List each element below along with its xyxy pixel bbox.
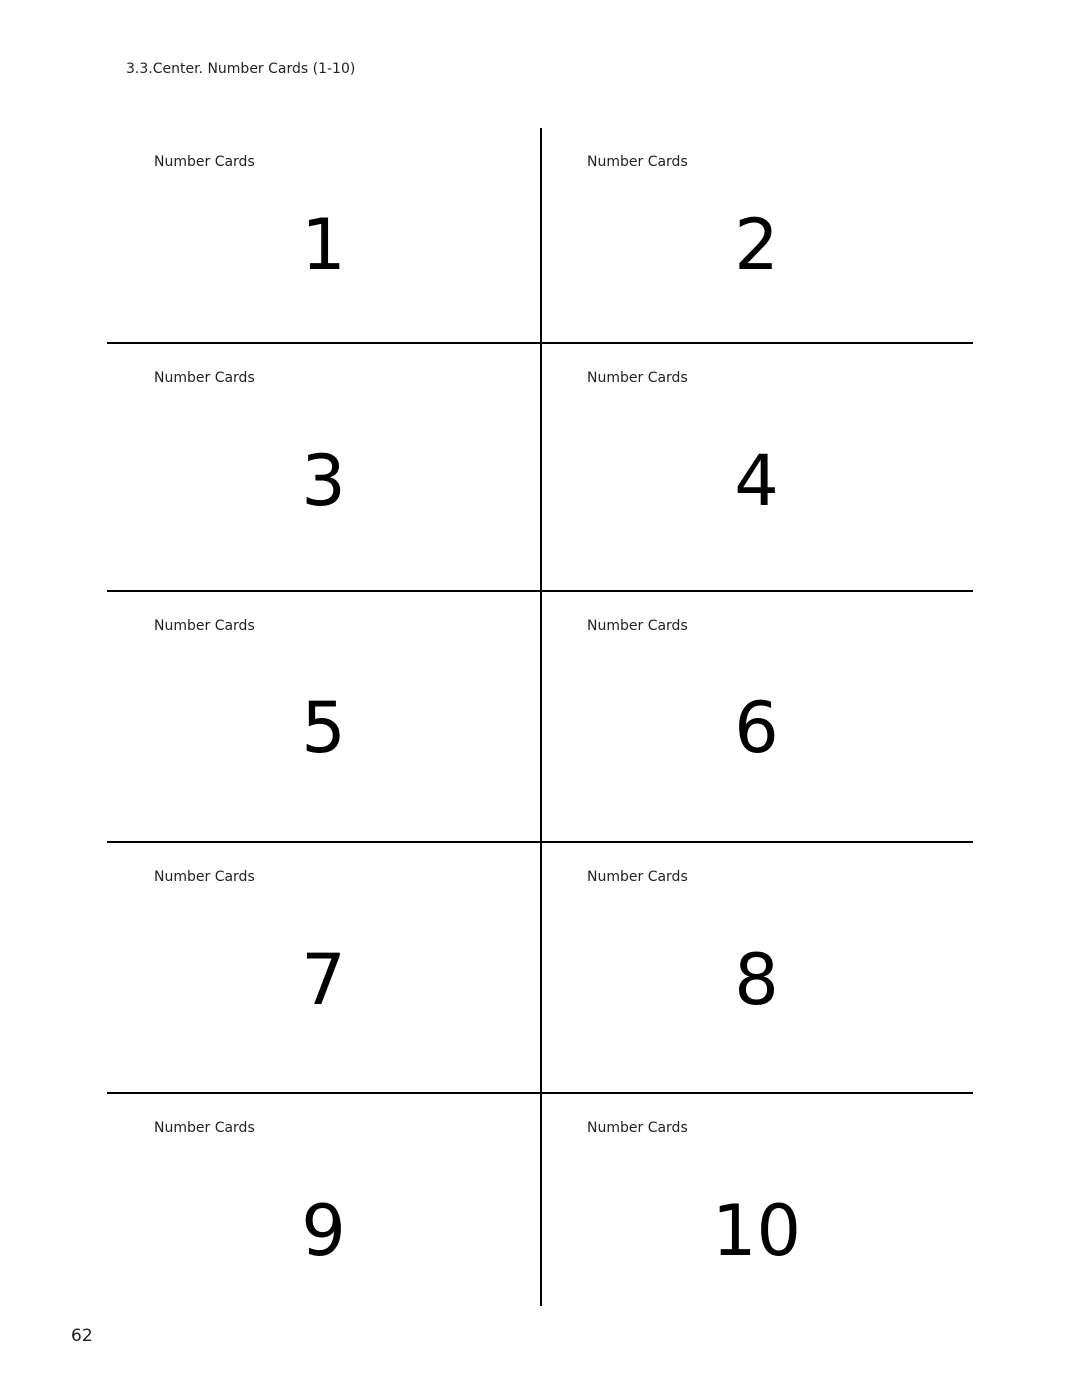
number-card-grid <box>107 128 973 1306</box>
card-number: 7 <box>301 939 346 1021</box>
card-label: Number Cards <box>587 618 688 634</box>
card-number: 2 <box>734 204 779 286</box>
number-card-10 <box>540 1094 973 1306</box>
card-number: 6 <box>734 687 779 769</box>
number-card-8 <box>540 843 973 1092</box>
number-card-6 <box>540 592 973 841</box>
page-number: 62 <box>71 1326 93 1346</box>
card-number: 1 <box>301 204 346 286</box>
card-label: Number Cards <box>587 1120 688 1136</box>
card-number: 5 <box>301 687 346 769</box>
number-card-4 <box>540 344 973 590</box>
card-number: 8 <box>734 939 779 1021</box>
card-number: 3 <box>301 440 346 522</box>
number-card-1 <box>107 128 540 342</box>
number-card-5 <box>107 592 540 841</box>
card-label: Number Cards <box>154 370 255 386</box>
card-number: 9 <box>301 1190 346 1272</box>
number-card-2 <box>540 128 973 342</box>
number-card-7 <box>107 843 540 1092</box>
card-label: Number Cards <box>587 154 688 170</box>
card-label: Number Cards <box>587 869 688 885</box>
card-label: Number Cards <box>587 370 688 386</box>
page-header-title: 3.3.Center. Number Cards (1-10) <box>126 61 356 77</box>
card-label: Number Cards <box>154 618 255 634</box>
card-label: Number Cards <box>154 869 255 885</box>
card-label: Number Cards <box>154 154 255 170</box>
number-card-3 <box>107 344 540 590</box>
card-number: 10 <box>711 1190 802 1272</box>
number-card-9 <box>107 1094 540 1306</box>
card-number: 4 <box>734 440 779 522</box>
card-label: Number Cards <box>154 1120 255 1136</box>
